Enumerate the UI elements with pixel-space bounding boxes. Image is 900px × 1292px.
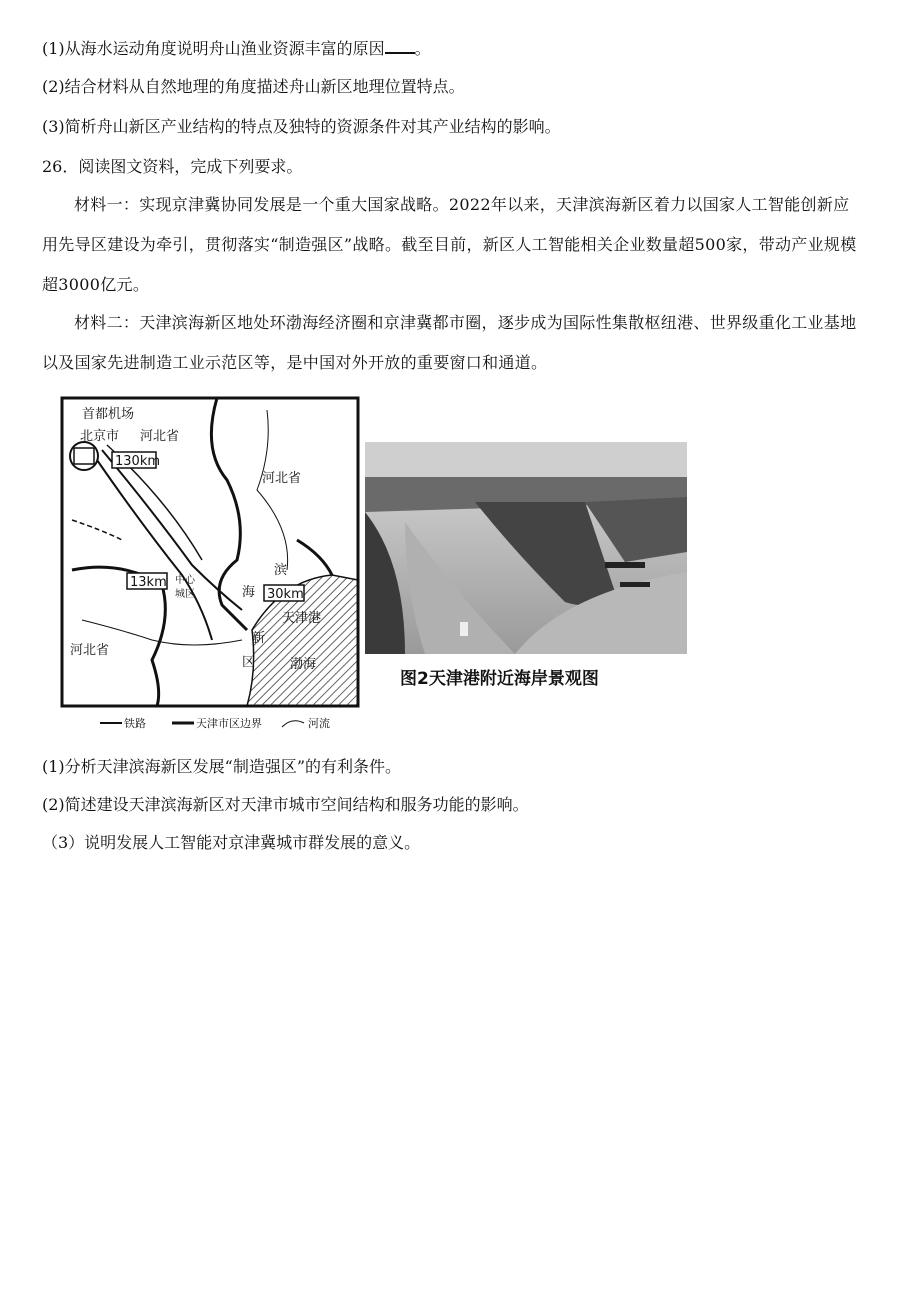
- map-label-beijing: 北京市: [80, 429, 120, 444]
- question-26-title: 26．阅读图文资料，完成下列要求。: [42, 157, 303, 176]
- question-26-3: （3）说明发展人工智能对京津冀城市群发展的意义。: [42, 833, 421, 852]
- legend-border: 天津市区边界: [196, 717, 262, 730]
- question-26-1: (1)分析天津滨海新区发展“制造强区”的有利条件。: [42, 757, 402, 776]
- map-label-airport: 首都机场: [82, 407, 135, 422]
- tianjin-port-photo: [365, 442, 687, 654]
- legend-rail: 铁路: [124, 717, 146, 730]
- answer-blank[interactable]: [385, 38, 415, 54]
- map-label-center-2: 城区: [175, 589, 195, 600]
- legend-river-symbol: [282, 721, 304, 727]
- map-distance-13: 13km: [130, 575, 167, 590]
- map-label-binhai-4: 区: [242, 655, 256, 670]
- map-label-binhai-2: 海: [242, 585, 256, 600]
- material-1: 材料一：实现京津冀协同发展是一个重大国家战略。2022年以来，天津滨海新区着力以国家人工智能创新应用先导区建设为牵引，贯彻落实“制造强区”战略。截至目前，新区人工智能相关企业数量超500家，带动产业规模超3000亿元。: [42, 195, 857, 294]
- question-26-2: (2)简述建设天津滨海新区对天津市城市空间结构和服务功能的影响。: [42, 795, 529, 814]
- map-label-tianjin-port: 天津港: [282, 611, 322, 626]
- map-label-hebei-left: 河北省: [70, 643, 110, 658]
- photo-caption: 图2天津港附近海岸景观图: [400, 669, 599, 689]
- map-label-binhai-3: 新: [252, 631, 266, 646]
- binhai-location-map: [42, 390, 364, 740]
- map-distance-30: 30km: [267, 587, 304, 602]
- question-25-1: (1)从海水运动角度说明舟山渔业资源丰富的原因 。: [42, 39, 431, 58]
- map-label-bohai: 渤海: [290, 657, 317, 672]
- question-25-3: (3)简析舟山新区产业结构的特点及独特的资源条件对其产业结构的影响。: [42, 117, 561, 136]
- map-label-center-1: 中心: [175, 575, 195, 586]
- map-label-binhai-1: 滨: [274, 563, 288, 578]
- map-distance-130: 130km: [115, 454, 161, 469]
- map-label-hebei-right: 河北省: [262, 471, 302, 486]
- material-2: 材料二：天津滨海新区地处环渤海经济圈和京津冀都市圈，逐步成为国际性集散枢纽港、世界级重化工业基地以及国家先进制造工业示范区等，是中国对外开放的重要窗口和通道。: [42, 313, 857, 372]
- map-label-hebei-top: 河北省: [140, 429, 180, 444]
- legend-river: 河流: [308, 717, 330, 730]
- question-25-2: (2)结合材料从自然地理的角度描述舟山新区地理位置特点。: [42, 77, 465, 96]
